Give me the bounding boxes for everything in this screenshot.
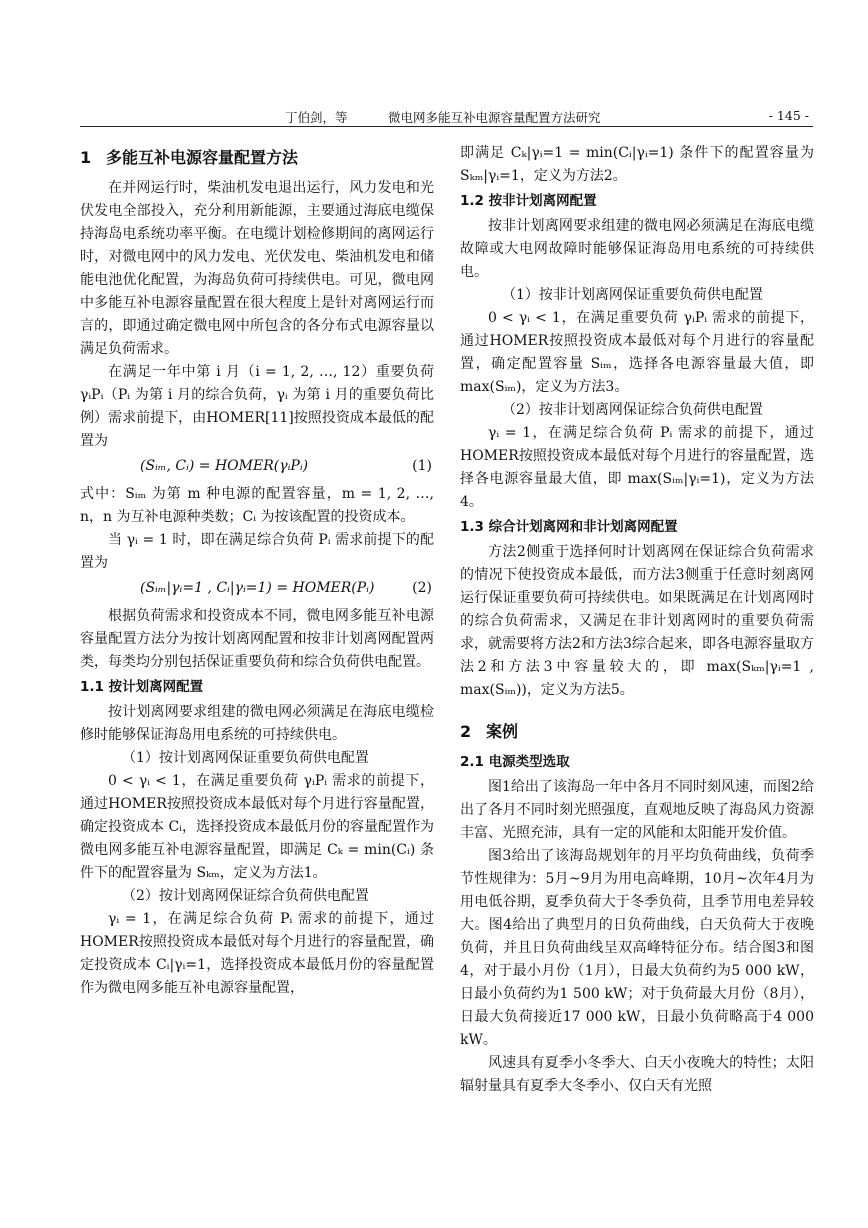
paragraph: 按计划离网要求组建的微电网必须满足在海底电缆检修时能够保证海岛用电系统的可持续供电。 — [80, 704, 434, 743]
equation-expression: (Sᵢₘ, Cᵢ) = HOMER(γᵢPᵢ) — [140, 458, 309, 474]
paragraph: 风速具有夏季小冬季大、白天小夜晚大的特性；太阳辐射量具有夏季大冬季小、仅白天有光照 — [460, 1055, 814, 1094]
paragraph: γᵢ = 1，在满足综合负荷 Pᵢ 需求的前提下，通过HOMER按照投资成本最低对每个月进行的容量配置，选择各电源容量最大值，即 max(Sᵢₘ|γᵢ=1)，定义为方法4。 — [460, 425, 814, 510]
paragraph: γᵢ = 1，在满足综合负荷 Pᵢ 需求的前提下，通过HOMER按照投资成本最低对每个月进行的容量配置，确定投资成本 Cᵢ|γᵢ=1，选择投资成本最低月份的容量配置作为微电网多能互补电源容量配置， — [80, 911, 434, 996]
subsection-1-1-heading: 1.1 按计划离网配置 — [80, 679, 204, 695]
paragraph: 0 < γᵢ < 1，在满足重要负荷 γᵢPᵢ 需求的前提下，通过HOMER按照投资成本最低对每个月进行容量配置，确定投资成本 Cᵢ，选择投资成本最低月份的容量配置作为微电网多能互补电源容量配置，即满足 Cₖ = min(Cᵢ) 条件下的配置容量为 Sₖₘ，定义为方法1。 — [80, 773, 434, 881]
paragraph: 即满足 Cₖ|γᵢ=1 = min(Cᵢ|γᵢ=1) 条件下的配置容量为 Sₖₘ|γᵢ=1，定义为方法2。 — [460, 145, 814, 184]
paragraph: 方法2侧重于选择何时计划离网在保证综合负荷需求的情况下使投资成本最低，而方法3侧重于任意时刻离网运行保证重要负荷可持续供电。如果既满足在计划离网时的综合负荷需求，又满足在非计划离网时的重要负荷需求，就需要将方法2和方法3综合起来，即各电源容量取方法2和方法3中容量较大的，即 max(Sₖₘ|γᵢ=1 , max(Sᵢₘ))，定义为方法5。 — [460, 544, 814, 698]
equation-1 — [80, 455, 434, 481]
section-number: 1 — [80, 148, 92, 167]
equation-number: (1) — [412, 458, 432, 474]
paragraph: 按非计划离网要求组建的微电网必须满足在海底电缆故障或大电网故障时能够保证海岛用电系统的可持续供电。 — [460, 218, 814, 280]
paragraph: 根据负荷需求和投资成本不同，微电网多能互补电源容量配置方法分为按计划离网配置和按非计划离网配置两类，每类均分别包括保证重要负荷和综合负荷供电配置。 — [80, 608, 434, 670]
subheading: （1）按非计划离网保证重要负荷供电配置 — [502, 287, 763, 303]
section-2-heading — [460, 720, 814, 743]
paragraph: 在并网运行时，柴油机发电退出运行，风力发电和光伏发电全部投入，充分利用新能源，主要通过海底电缆保持海岛电系统功率平衡。在电缆计划检修期间的离网运行时，对微电网中的风力发电、光伏发电、柴油机发电和储能电池优化配置，为海岛负荷可持续供电。可见，微电网中多能互补电源容量配置在很大程度上是针对离网运行而言的，即通过确定微电网中所包含的各分布式电源容量以满足负荷需求。 — [80, 180, 434, 357]
equation-2 — [80, 577, 434, 603]
subheading: （1）按计划离网保证重要负荷供电配置 — [122, 750, 369, 766]
paragraph: 0 < γᵢ < 1，在满足重要负荷 γᵢPᵢ 需求的前提下，通过HOMER按照投资成本最低对每个月进行的容量配置，确定配置容量 Sᵢₘ，选择各电源容量最大值，即 max(Sᵢₘ)，定义为方法3。 — [460, 310, 814, 395]
equation-number: (2) — [412, 580, 432, 596]
paragraph: 图1给出了该海岛一年中各月不同时刻风速，而图2给出了各月不同时刻光照强度，直观地反映了海岛风力资源丰富、光照充沛，具有一定的风能和太阳能开发价值。 — [460, 779, 814, 841]
subheading: （2）按计划离网保证综合负荷供电配置 — [122, 888, 369, 904]
right-column — [460, 142, 814, 1098]
subsection-2-1-heading: 2.1 电源类型选取 — [460, 754, 570, 770]
paragraph: 当 γᵢ = 1 时，即在满足综合负荷 Pᵢ 需求前提下的配置为 — [80, 532, 434, 571]
subsection-1-3-heading: 1.3 综合计划离网和非计划离网配置 — [460, 519, 678, 535]
paragraph: 在满足一年中第 i 月（i = 1, 2, …, 12）重要负荷 γᵢPᵢ（Pᵢ 为第 i 月的综合负荷，γᵢ 为第 i 月的重要负荷比例）需求前提下，由HOMER[11]按照投资成本最低的配置为 — [80, 364, 434, 449]
left-column — [80, 142, 434, 1000]
subsection-1-2-heading: 1.2 按非计划离网配置 — [460, 193, 597, 209]
section-title: 多能互补电源容量配置方法 — [106, 148, 299, 167]
section-number: 2 — [460, 722, 472, 741]
subheading: （2）按非计划离网保证综合负荷供电配置 — [502, 402, 763, 418]
running-header — [80, 104, 813, 127]
header-title: 微电网多能互补电源容量配置方法研究 — [388, 110, 601, 125]
paragraph: 图3给出了该海岛规划年的月平均负荷曲线，负荷季节性规律为：5月~9月为用电高峰期，10月~次年4月为用电低谷期，夏季负荷大于冬季负荷，且季节用电差异较大。图4给出了典型月的日负荷曲线，白天负荷大于夜晚负荷，并且日负荷曲线呈双高峰特征分布。结合图3和图4，对于最小月份（1月），日最大负荷约为5 000 kW，日最小负荷约为1 500 kW；对于负荷最大月份（8月），日最大负荷接近17 000 kW，日最小负荷略高于4 000 kW。 — [460, 848, 814, 1048]
equation-expression: (Sᵢₘ|γᵢ=1 , Cᵢ|γᵢ=1) = HOMER(Pᵢ) — [140, 580, 375, 596]
section-1-heading — [80, 146, 434, 169]
paragraph: 式中：Sᵢₘ 为第 m 种电源的配置容量，m = 1, 2, …, n，n 为互补电源种类数；Cᵢ 为按该配置的投资成本。 — [80, 486, 434, 525]
header-authors: 丁伯剑，等 — [285, 110, 348, 125]
section-title: 案例 — [486, 722, 519, 741]
page-number: - 145 - — [768, 108, 809, 123]
